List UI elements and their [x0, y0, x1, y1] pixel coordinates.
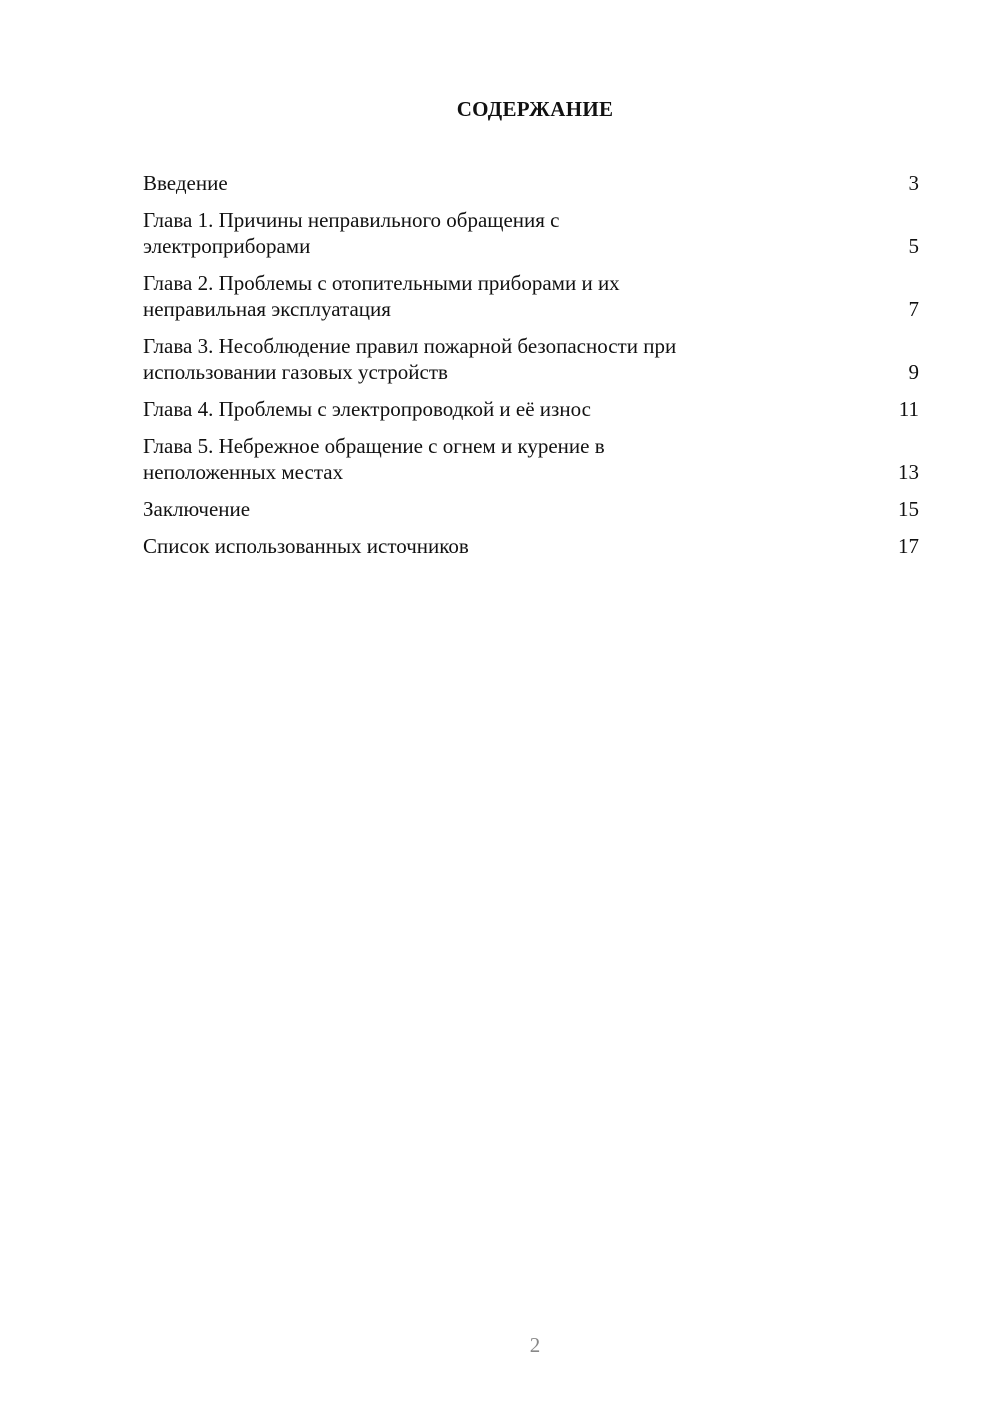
- toc-entry-introduction: [143, 170, 919, 196]
- toc-entry-page: 5: [908, 234, 919, 258]
- toc-entry-text: Введение: [143, 171, 228, 195]
- toc-list: [143, 170, 919, 570]
- toc-entry-page: 11: [898, 397, 919, 421]
- toc-entry-references: [143, 533, 919, 559]
- toc-entry-text: Глава 3. Несоблюдение правил пожарной безопасности при использовании газовых устройств: [143, 334, 677, 384]
- toc-entry-chapter-1: [143, 207, 919, 259]
- toc-entry-chapter-2: [143, 270, 919, 322]
- toc-entry-text: Глава 5. Небрежное обращение с огнем и курение в неположенных местах: [143, 434, 605, 484]
- toc-entry-chapter-5: [143, 433, 919, 485]
- toc-entry-page: 15: [898, 497, 919, 521]
- toc-entry-chapter-3: [143, 333, 919, 385]
- toc-entry-chapter-4: [143, 396, 919, 422]
- toc-entry-text: Список использованных источников: [143, 534, 469, 558]
- toc-entry-page: 3: [908, 171, 919, 195]
- toc-entry-text: Глава 2. Проблемы с отопительными приборами и их неправильная эксплуатация: [143, 271, 620, 321]
- toc-entry-page: 17: [898, 534, 919, 558]
- toc-entry-text: Глава 4. Проблемы с электропроводкой и её износ: [143, 397, 591, 421]
- page-number: 2: [529, 1333, 541, 1357]
- toc-entry-text: Заключение: [143, 497, 251, 521]
- toc-entry-page: 13: [898, 460, 919, 484]
- toc-entry-page: 7: [908, 297, 919, 321]
- toc-entry-text: Глава 1. Причины неправильного обращения с электроприборами: [143, 208, 560, 258]
- toc-entry-conclusion: [143, 496, 919, 522]
- toc-title: СОДЕРЖАНИЕ: [456, 97, 614, 121]
- toc-entry-page: 9: [908, 360, 919, 384]
